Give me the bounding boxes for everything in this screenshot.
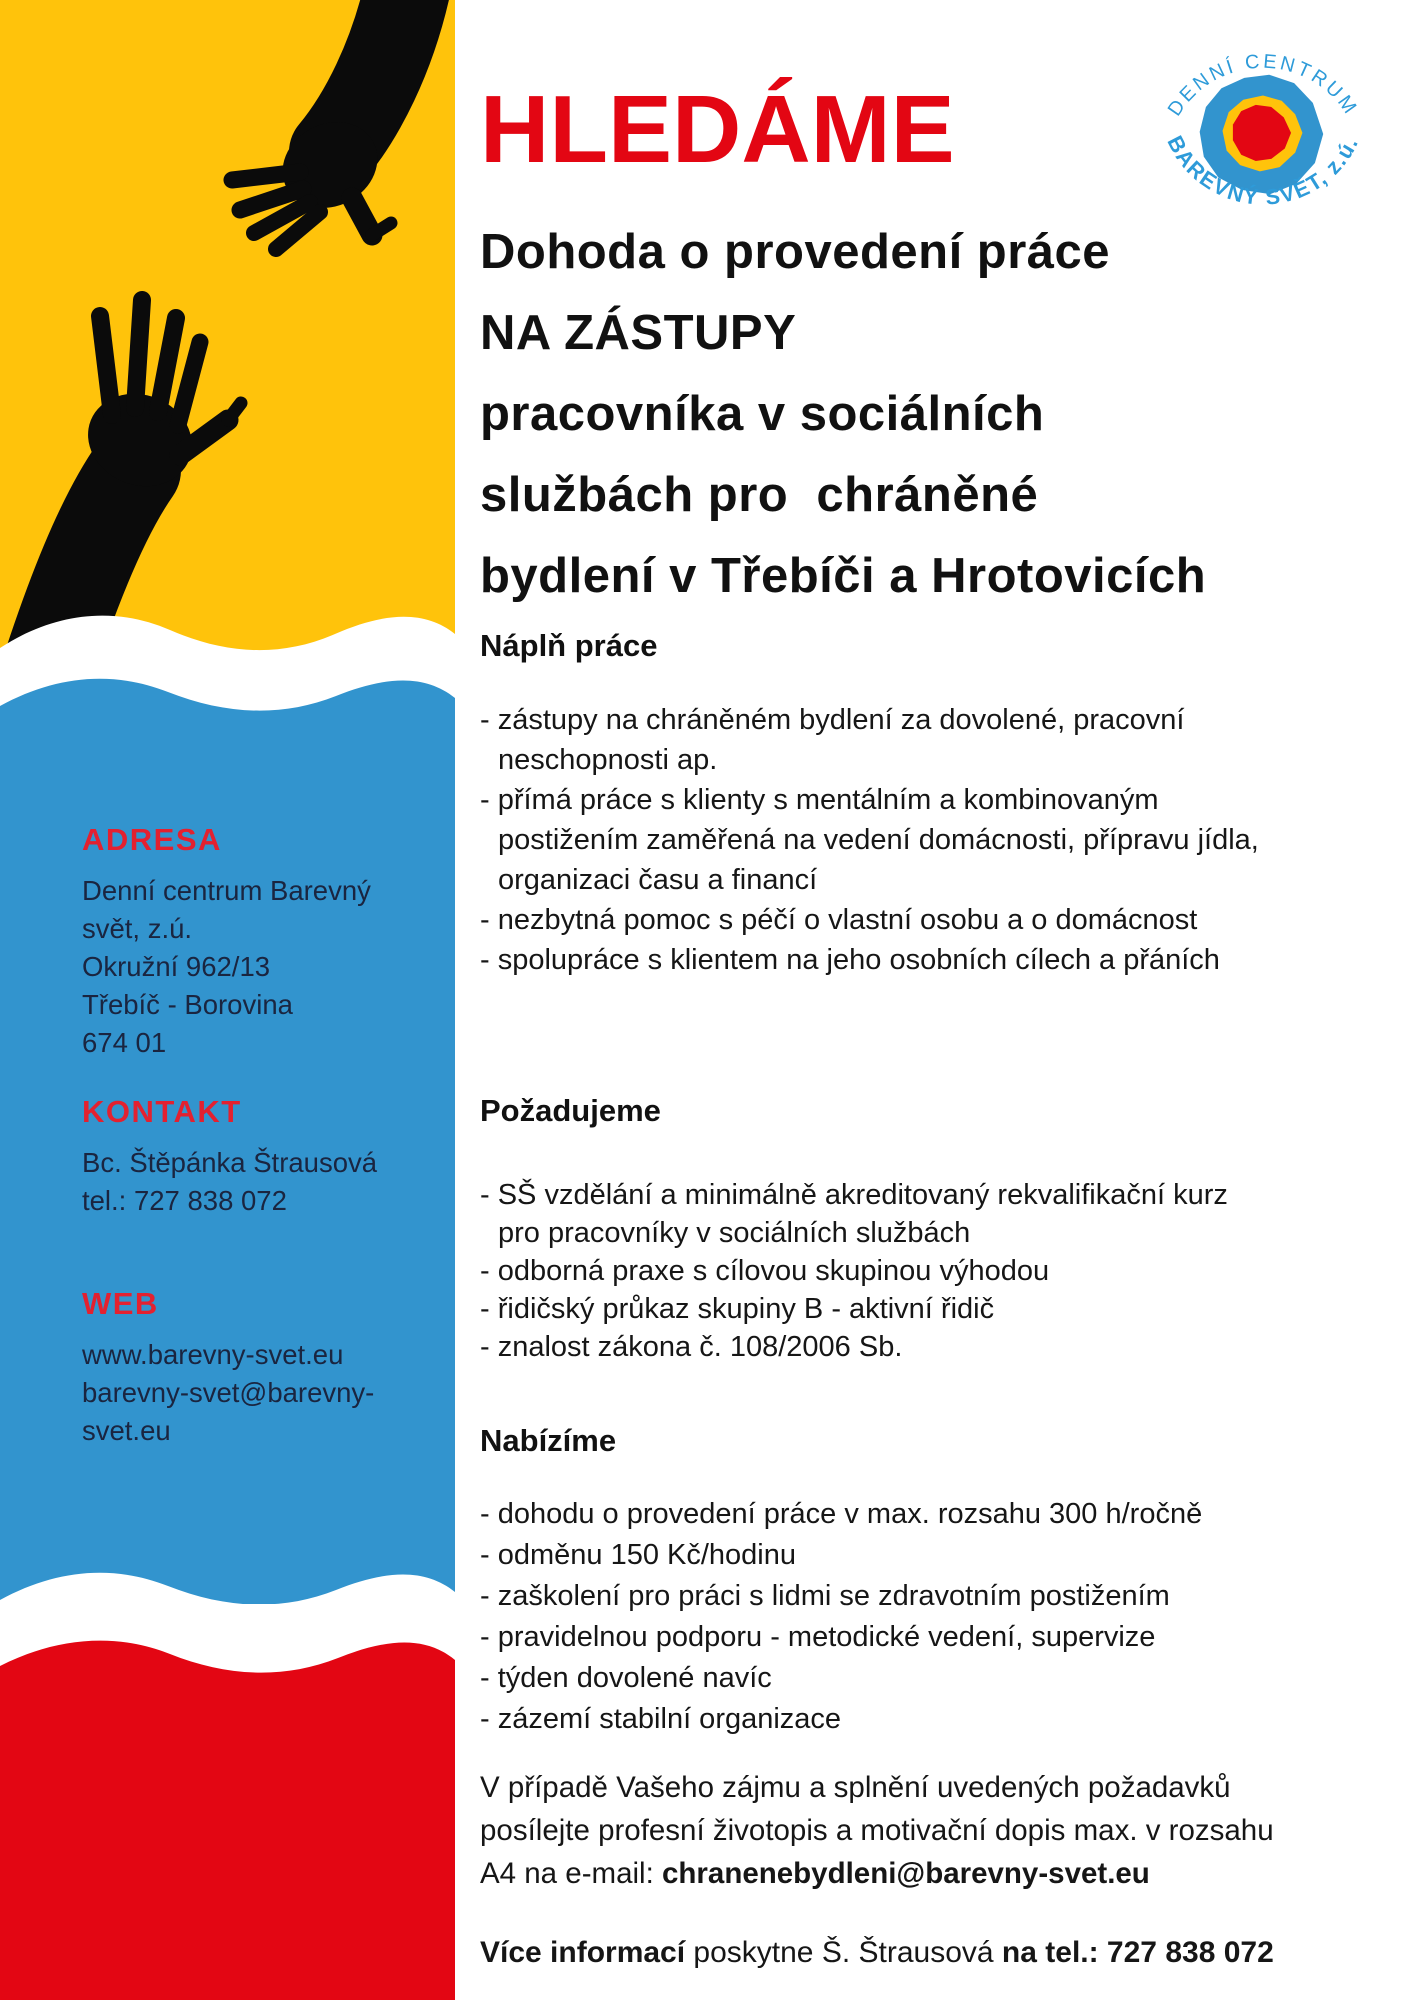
page-title: HLEDÁME <box>480 76 955 183</box>
text-line: Denní centrum Barevný <box>82 875 371 906</box>
text-line: bydlení v Třebíči a Hrotovicích <box>480 549 1207 603</box>
logo-bottom-arc-text: BAREVNÝ SVĚT, z.ú. <box>1162 131 1364 210</box>
text-line: - odměnu 150 Kč/hodinu <box>480 1539 796 1571</box>
adresa-lines <box>82 872 432 1062</box>
pozadujeme-list <box>480 1176 1414 1366</box>
text-line: organizaci času a financí <box>498 864 818 896</box>
text-line: - zástupy na chráněném bydlení za dovolené, pracovní <box>480 704 1185 736</box>
text-line: Třebíč - Borovina <box>82 989 293 1020</box>
contact-email: chranenebydleni@barevny-svet.eu <box>662 1857 1150 1890</box>
text-line: barevny-svet@barevny- <box>82 1377 375 1408</box>
section-heading-nabizime: Nabízíme <box>480 1423 617 1458</box>
closing-email-prefix: A4 na e-mail: <box>480 1857 662 1890</box>
closing-line-3 <box>480 1852 1414 1895</box>
section-heading-pozadujeme: Požadujeme <box>480 1093 661 1128</box>
nabizime-list <box>480 1494 1414 1740</box>
footer-phone: na tel.: 727 838 072 <box>1001 1936 1274 1969</box>
sidebar-section-web <box>82 1286 432 1450</box>
footer-middle-text: poskytne Š. Štrausová <box>685 1936 1002 1969</box>
sidebar-section-adresa <box>82 822 432 1062</box>
red-block <box>0 1641 455 2000</box>
text-line: - SŠ vzdělání a minimálně akreditovaný rekvalifikační kurz <box>480 1179 1228 1211</box>
text-line: www.barevny-svet.eu <box>82 1339 344 1370</box>
text-line: pro pracovníky v sociálních službách <box>498 1217 971 1249</box>
text-line: pracovníka v sociálních <box>480 387 1045 441</box>
text-line: - přímá práce s klienty s mentálním a kombinovaným <box>480 784 1159 816</box>
text-line: - pravidelnou podporu - metodické vedení, supervize <box>480 1621 1156 1653</box>
kontakt-heading: KONTAKT <box>82 1094 242 1129</box>
footer-contact-line <box>480 1936 1414 1970</box>
text-line: Bc. Štěpánka Štrausová <box>82 1147 378 1178</box>
closing-paragraph <box>480 1766 1414 1895</box>
text-line: - týden dovolené navíc <box>480 1662 772 1694</box>
text-line: - zázemí stabilní organizace <box>480 1703 842 1735</box>
logo-top-arc-text: DENNÍ CENTRUM <box>1163 50 1363 121</box>
text-line: svět, z.ú. <box>82 913 193 944</box>
text-line: 674 01 <box>82 1027 167 1058</box>
text-line: - spolupráce s klientem na jeho osobních cílech a přáních <box>480 944 1220 976</box>
text-line: postižením zaměřená na vedení domácnosti, přípravu jídla, <box>498 824 1259 856</box>
kontakt-lines <box>82 1144 432 1220</box>
text-line: - dohodu o provedení práce v max. rozsahu 300 h/ročně <box>480 1498 1203 1530</box>
footer-bold-lead: Více informací <box>480 1936 686 1969</box>
text-line: - znalost zákona č. 108/2006 Sb. <box>480 1331 903 1363</box>
sidebar-section-kontakt <box>82 1094 432 1220</box>
text-line: NA ZÁSTUPY <box>480 306 797 360</box>
adresa-heading: ADRESA <box>82 822 222 857</box>
text-line: službách pro chráněné <box>480 468 1039 522</box>
text-line: neschopnosti ap. <box>498 744 718 776</box>
job-title-block <box>480 212 1414 617</box>
text-line: Okružní 962/13 <box>82 951 271 982</box>
text-line: Dohoda o provedení práce <box>480 225 1111 279</box>
napln-prace-list <box>480 700 1414 980</box>
text-line: - odborná praxe s cílovou skupinou výhodou <box>480 1255 1050 1287</box>
section-heading-napln-prace: Náplň práce <box>480 628 658 663</box>
text-line: - zaškolení pro práci s lidmi se zdravotním postižením <box>480 1580 1170 1612</box>
text-line: - řidičský průkaz skupiny B - aktivní řidič <box>480 1293 995 1325</box>
web-heading: WEB <box>82 1286 159 1321</box>
web-lines <box>82 1336 432 1450</box>
closing-line-2: posílejte profesní životopis a motivační dopis max. v rozsahu <box>480 1814 1274 1847</box>
text-line: svet.eu <box>82 1415 171 1446</box>
text-line: - nezbytná pomoc s péčí o vlastní osobu a o domácnost <box>480 904 1198 936</box>
closing-line-1: V případě Vašeho zájmu a splnění uvedených požadavků <box>480 1771 1231 1804</box>
text-line: tel.: 727 838 072 <box>82 1185 287 1216</box>
